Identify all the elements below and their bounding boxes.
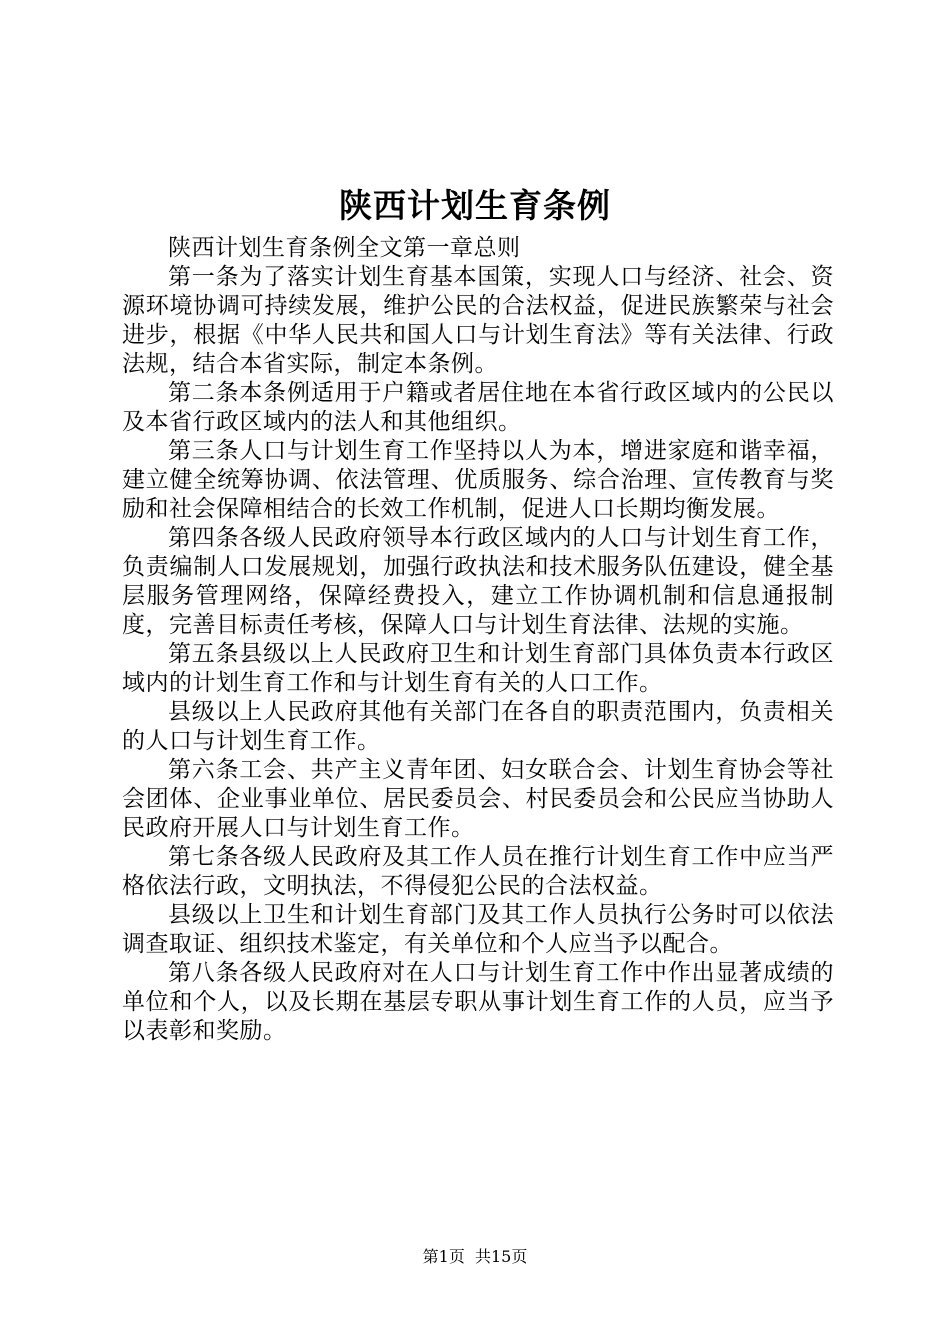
paragraph-article-4: 第四条各级人民政府领导本行政区域内的人口与计划生育工作，负责编制人口发展规划，加强行政执法和技术服务队伍建设，健全基层服务管理网络，保障经费投入，建立工作协调机制和信息通报制度，完善目标责任考核，保障人口与计划生育法律、法规的实施。 — [122, 525, 834, 638]
paragraph-article-5-clause-2: 县级以上人民政府其他有关部门在各自的职责范围内，负责相关的人口与计划生育工作。 — [122, 699, 834, 754]
paragraph-article-6: 第六条工会、共产主义青年团、妇女联合会、计划生育协会等社会团体、企业事业单位、居民委员会、村民委员会和公民应当协助人民政府开展人口与计划生育工作。 — [122, 757, 834, 841]
paragraph-article-7: 第七条各级人民政府及其工作人员在推行计划生育工作中应当严格依法行政，文明执法，不得侵犯公民的合法权益。 — [122, 844, 834, 899]
paragraph-article-8: 第八条各级人民政府对在人口与计划生育工作中作出显著成绩的单位和个人，以及长期在基层专职从事计划生育工作的人员，应当予以表彰和奖励。 — [122, 960, 834, 1044]
page-footer: 第1页 共15页 — [422, 1247, 528, 1266]
document-title: 陕西计划生育条例 — [339, 186, 611, 225]
paragraph-article-5: 第五条县级以上人民政府卫生和计划生育部门具体负责本行政区域内的计划生育工作和与计划生育有关的人口工作。 — [122, 641, 834, 696]
paragraph-article-1: 第一条为了落实计划生育基本国策，实现人口与经济、社会、资源环境协调可持续发展，维护公民的合法权益，促进民族繁荣与社会进步，根据《中华人民共和国人口与计划生育法》等有关法律、行政法规，结合本省实际，制定本条例。 — [122, 264, 834, 377]
paragraph-article-2: 第二条本条例适用于户籍或者居住地在本省行政区域内的公民以及本省行政区域内的法人和其他组织。 — [122, 380, 834, 435]
paragraph-chapter-heading: 陕西计划生育条例全文第一章总则 — [168, 235, 521, 261]
paragraph-article-3: 第三条人口与计划生育工作坚持以人为本，增进家庭和谐幸福，建立健全统筹协调、依法管理、优质服务、综合治理、宣传教育与奖励和社会保障相结合的长效工作机制，促进人口长期均衡发展。 — [122, 438, 834, 522]
paragraph-article-7-clause-2: 县级以上卫生和计划生育部门及其工作人员执行公务时可以依法调查取证、组织技术鉴定，有关单位和个人应当予以配合。 — [122, 902, 834, 957]
document-body — [122, 234, 834, 1046]
